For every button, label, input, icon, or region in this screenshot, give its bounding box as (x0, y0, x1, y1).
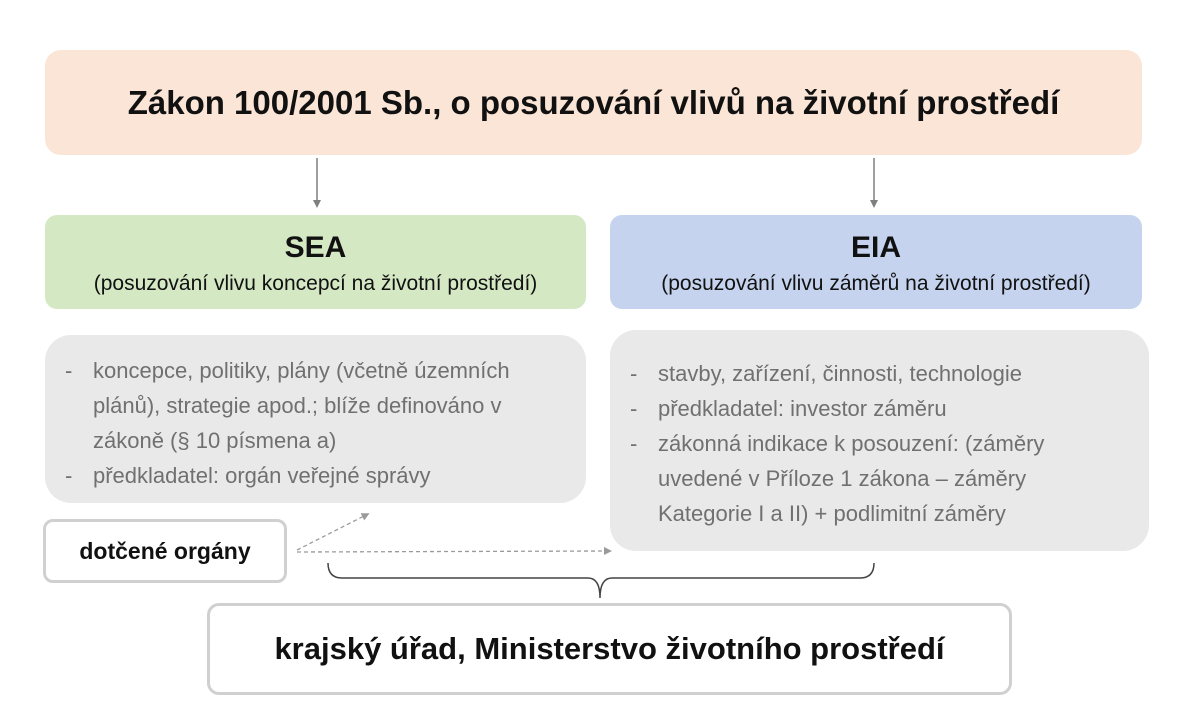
authorities-box (43, 519, 287, 583)
eia-details (610, 330, 1149, 551)
list-item: - zákonná indikace k posouzení: (záměry uvedené v Příloze 1 zákona – záměry Kategorie I a II) + podlimitní záměry (630, 426, 1119, 531)
regional-office-label: krajský úřad, Ministerstvo životního prostředí (274, 631, 945, 666)
sea-details (45, 335, 586, 503)
dashed-arrow-to-sea (297, 515, 366, 550)
list-item: - koncepce, politiky, plány (včetně územních plánů), strategie apod.; blíže definováno v zákoně (§ 10 písmena a) (65, 353, 556, 458)
sea-list (65, 353, 556, 493)
list-item: - stavby, zařízení, činnosti, technologie (630, 356, 1119, 391)
law-title: Zákon 100/2001 Sb., o posuzování vlivů na životní prostředí (127, 83, 1060, 121)
regional-office-box (207, 603, 1012, 695)
eia-list (630, 356, 1119, 531)
eia-box (610, 215, 1142, 309)
sea-title: SEA (284, 231, 347, 264)
eia-subtitle: (posuzování vlivu záměrů na životní prostředí) (661, 272, 1091, 295)
list-item: - předkladatel: orgán veřejné správy (65, 458, 556, 493)
law-box (45, 50, 1142, 155)
curly-brace (328, 563, 874, 598)
sea-box (45, 215, 586, 309)
dashed-arrow-to-eia (297, 551, 608, 552)
list-item: - předkladatel: investor záměru (630, 391, 1119, 426)
authorities-label: dotčené orgány (79, 537, 251, 564)
sea-subtitle: (posuzování vlivu koncepcí na životní prostředí) (93, 272, 538, 295)
eia-title: EIA (850, 231, 901, 264)
